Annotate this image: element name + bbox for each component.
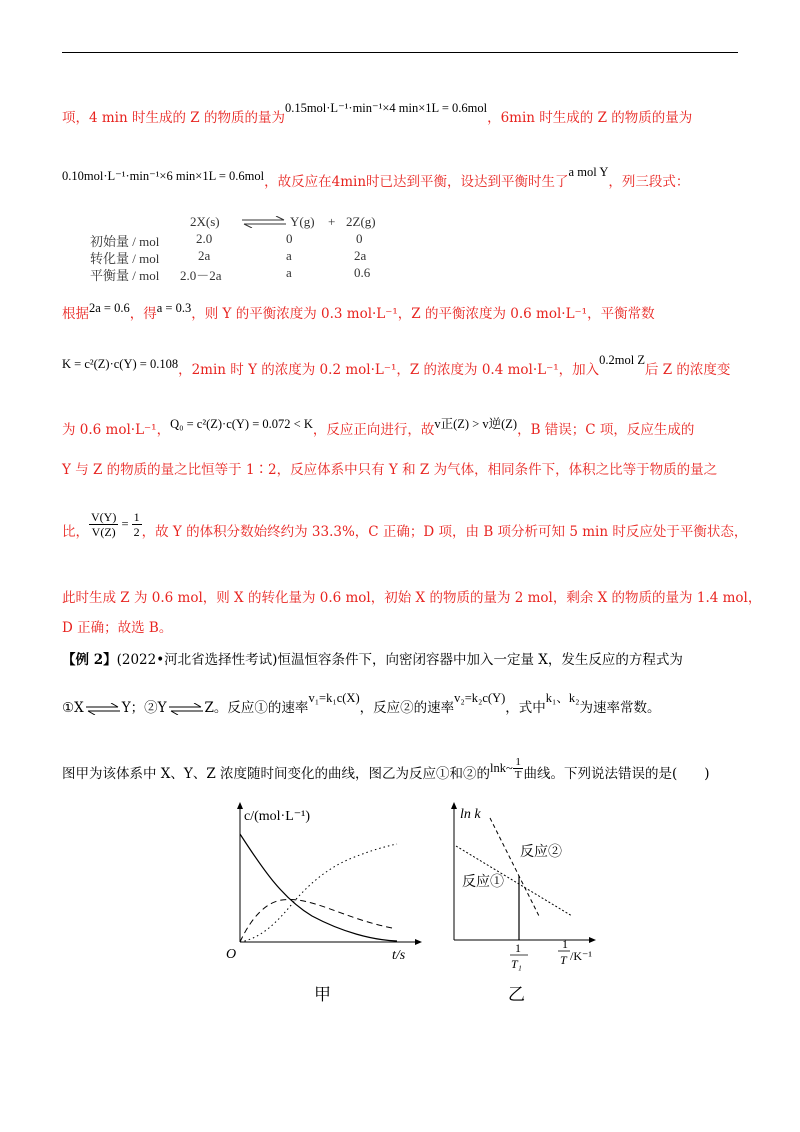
equation: a = 0.3: [156, 301, 192, 315]
equation: 0.15mol·L⁻¹·min⁻¹×4 min×1L = 0.6mol: [284, 101, 488, 115]
text-line-9: D 正确；故选 B。: [62, 620, 173, 636]
table-cell: 2.0: [196, 231, 213, 246]
example-tag: 【例 2】: [62, 652, 117, 668]
text-segment: 为 0.6 mol·L⁻¹，: [62, 422, 171, 438]
text-segment: ，式中: [505, 700, 546, 716]
fraction: $\frac{V(Y)}{V(Z)}$: [91, 510, 117, 539]
tick-label: 1: [562, 937, 568, 951]
text-line-3: [62, 301, 752, 324]
label-reaction-1: 反应①: [462, 875, 504, 890]
text-segment: Z。反应①的速率: [204, 700, 309, 716]
equation: a mol Y: [568, 165, 609, 179]
equation: 0.10mol·L⁻¹·min⁻¹×6 min×1L = 0.6mol: [62, 169, 265, 183]
row-label: 初始量 / mol: [90, 234, 160, 249]
equation: v₂=k₂c(Y): [454, 691, 506, 705]
equation: K = c²(Z)·c(Y) = 0.108: [62, 357, 179, 371]
table-cell: 2Z(g): [346, 214, 376, 229]
text-segment: 为速率常数。: [579, 700, 661, 716]
line-reaction-2: [490, 818, 540, 918]
text-line-1: [62, 101, 752, 128]
text-line-12: [62, 756, 752, 792]
table-cell: 0: [286, 231, 293, 246]
table-cell: 2a: [198, 248, 211, 263]
equation: k₁、k₂: [545, 691, 580, 705]
tick-label: 1: [515, 941, 521, 955]
text-segment: 后 Z 的浓度变: [644, 362, 731, 378]
fraction: $\frac{1}{T}$: [514, 756, 522, 781]
equation: lnk~: [490, 761, 513, 775]
text-segment: ，得: [129, 306, 157, 322]
x-axis-arrow-icon: [415, 939, 422, 945]
equation: v正(Z) > v逆(Z): [434, 417, 518, 431]
equation: 2a = 0.6: [89, 301, 130, 315]
figure-caption-jia: 甲: [314, 985, 331, 1005]
equation: v₁=k₁c(X): [308, 691, 360, 705]
table-cell: 2.0－2a: [180, 268, 222, 283]
text-segment: ，反应②的速率: [359, 700, 455, 716]
x-axis-arrow-icon: [589, 937, 596, 943]
table-cell: 0.6: [354, 265, 371, 280]
text-segment: ，B 错误；C 项，反应生成的: [517, 422, 695, 438]
table-cell: +: [328, 214, 336, 229]
table-cell: 2X(s): [190, 214, 220, 229]
text-line-4: [62, 353, 752, 380]
tick-label: T: [560, 953, 567, 967]
text-segment: 比，: [62, 524, 89, 540]
x-axis-label: t/s: [392, 948, 406, 963]
text-segment: ，故反应在4min时已达到平衡，设达到平衡时生了: [264, 174, 569, 190]
fraction: $\frac{1}{2}$: [133, 510, 140, 539]
y-axis-label: c/(mol·L⁻¹): [244, 809, 311, 824]
figure-jia: [222, 798, 424, 966]
origin-label: O: [226, 947, 237, 962]
text-line-5: [62, 417, 752, 440]
table-cell: 2a: [354, 248, 367, 263]
equilibrium-arrow-icon: [240, 216, 288, 228]
equation: Q₀ = c²(Z)·c(Y) = 0.072 < K: [170, 417, 313, 431]
text-segment: 项，4 min 时生成的 Z 的物质的量为: [62, 110, 285, 126]
table-cell: a: [286, 248, 292, 263]
equation: 0.2mol Z: [599, 353, 645, 367]
curve-z: [240, 844, 397, 942]
x-axis-unit: /K⁻¹: [570, 949, 592, 963]
text-line-7: 比， $\frac{V(Y)}{V(Z)}$ = $\frac{1}{2}$ ，故 Y 的体积分数始终约为 33.3%，C 正确；D 项，由 B 项分析可知 5 min 时反应处于平衡状态，: [62, 510, 748, 540]
table-cell: a: [286, 265, 292, 280]
table-cell: Y(g): [290, 214, 315, 229]
row-label: 转化量 / mol: [90, 251, 160, 266]
text-segment: 图甲为该体系中 X、Y、Z 浓度随时间变化的曲线，图乙为反应①和②的: [62, 766, 490, 782]
text-line-2: [62, 165, 752, 192]
text-line-10: [62, 650, 752, 670]
figure-caption-yi: 乙: [508, 985, 525, 1005]
text-segment: 曲线。下列说法错误的是( ): [523, 766, 710, 782]
curve-y: [240, 900, 392, 942]
header-rule: [62, 52, 738, 53]
text-segment: Y；②Y: [121, 700, 167, 716]
equilibrium-arrow-icon: [167, 703, 205, 715]
table-cell: 0: [356, 231, 363, 246]
text-line-11: [62, 691, 752, 718]
label-reaction-2: 反应②: [520, 845, 562, 860]
equilibrium-arrow-icon: [84, 703, 122, 715]
figure-yi: [440, 798, 610, 978]
text-segment: ①X: [62, 700, 84, 716]
y-axis-arrow-icon: [237, 802, 243, 809]
text-segment: ，则 Y 的平衡浓度为 0.3 mol·L⁻¹，Z 的平衡浓度为 0.6 mol·L⁻¹，平衡常数: [191, 306, 655, 322]
curve-x: [240, 834, 397, 941]
text-segment: (2022•河北省选择性考试)恒温恒容条件下，向密闭容器中加入一定量 X，发生反应的方程式为: [116, 652, 683, 668]
tick-label: T₁: [511, 957, 522, 971]
y-axis-label: ln k: [460, 807, 481, 822]
text-segment: ，6min 时生成的 Z 的物质的量为: [487, 110, 693, 126]
y-axis-arrow-icon: [451, 802, 457, 809]
text-segment: 根据: [62, 306, 89, 322]
row-label: 平衡量 / mol: [90, 268, 160, 283]
text-line-8: 此时生成 Z 为 0.6 mol，则 X 的转化量为 0.6 mol，初始 X 的物质的量为 2 mol，剩余 X 的物质的量为 1.4 mol，: [62, 590, 762, 606]
text-segment: ，列三段式：: [608, 174, 690, 190]
text-segment: ，2min 时 Y 的浓度为 0.2 mol·L⁻¹，Z 的浓度为 0.4 mol·L⁻¹，加入: [178, 362, 600, 378]
text-segment: ，故 Y 的体积分数始终约为 33.3%，C 正确；D 项，由 B 项分析可知 5 min 时反应处于平衡状态，: [141, 524, 748, 540]
text-line-6: Y 与 Z 的物质的量之比恒等于 1∶2，反应体系中只有 Y 和 Z 为气体，相同条件下，体积之比等于物质的量之: [62, 462, 718, 478]
text-segment: ，反应正向进行，故: [312, 422, 435, 438]
